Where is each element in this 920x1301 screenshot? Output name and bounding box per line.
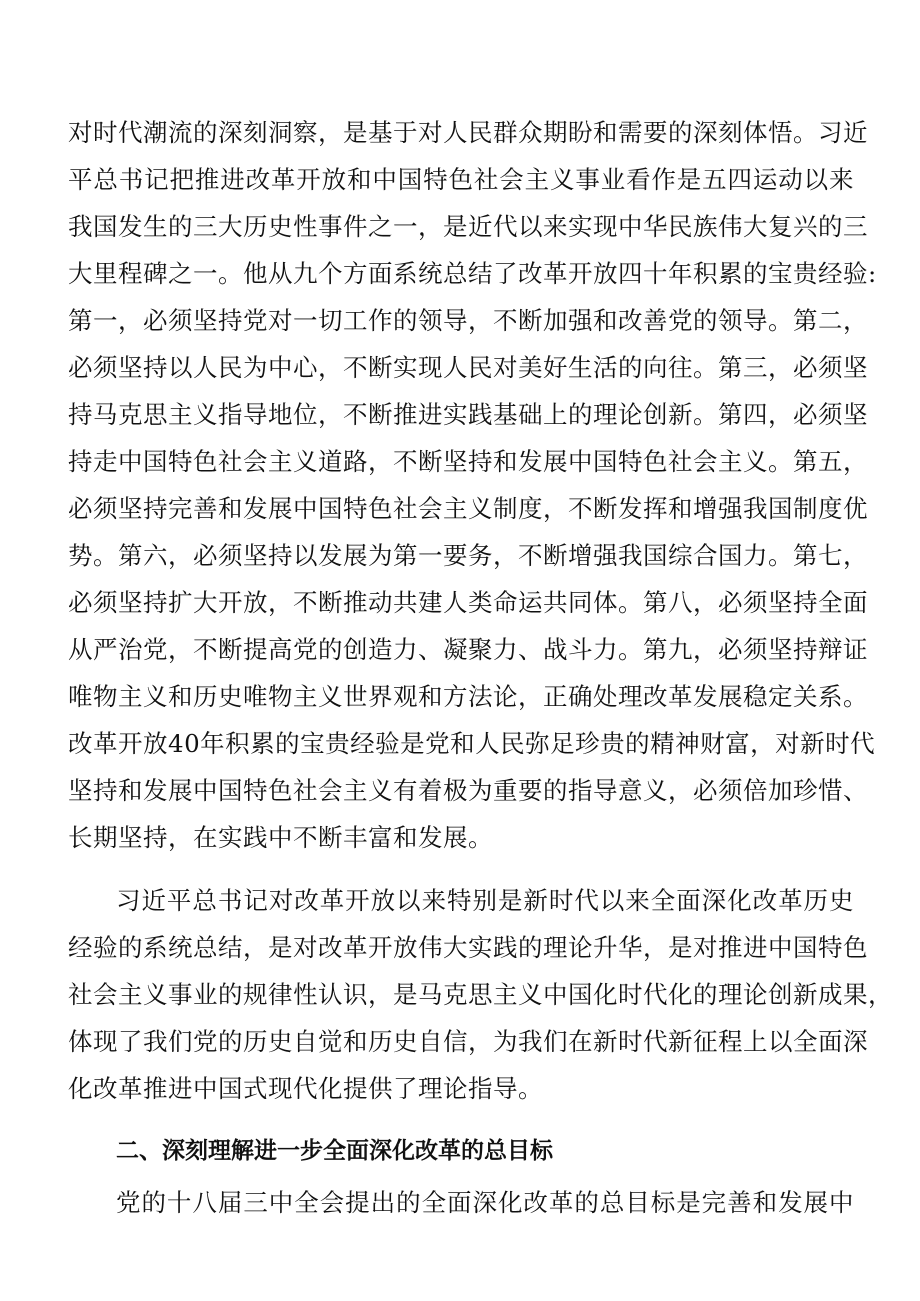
- paragraph-line: 坚持和发展中国特色社会主义有着极为重要的指导意义，必须倍加珍惜、: [68, 776, 868, 805]
- paragraph-line: 必须坚持以人民为中心，不断实现人民对美好生活的向往。第三，必须坚: [68, 353, 868, 382]
- paragraph-line: 体现了我们党的历史自觉和历史自信，为我们在新时代新征程上以全面深: [68, 1027, 868, 1056]
- paragraph-line: 大里程碑之一。他从九个方面系统总结了改革开放四十年积累的宝贵经验:: [68, 259, 877, 288]
- paragraph-line: 必须坚持扩大开放，不断推动共建人类命运共同体。第八，必须坚持全面: [68, 588, 868, 617]
- paragraph-line: 长期坚持，在实践中不断丰富和发展。: [68, 823, 493, 852]
- paragraph-line: 对时代潮流的深刻洞察，是基于对人民群众期盼和需要的深刻体悟。习近: [68, 118, 868, 147]
- paragraph-line: 习近平总书记对改革开放以来特别是新时代以来全面深化改革历史: [116, 886, 854, 915]
- paragraph-line: 势。第六，必须坚持以发展为第一要务，不断增强我国综合国力。第七，: [68, 541, 868, 570]
- paragraph-line: 改革开放40年积累的宝贵经验是党和人民弥足珍贵的精神财富，对新时代: [68, 729, 876, 758]
- paragraph-line: 持马克思主义指导地位，不断推进实践基础上的理论创新。第四，必须坚: [68, 400, 868, 429]
- paragraph-line: 持走中国特色社会主义道路，不断坚持和发展中国特色社会主义。第五，: [68, 447, 868, 476]
- paragraph-line: 党的十八届三中全会提出的全面深化改革的总目标是完善和发展中: [116, 1188, 854, 1217]
- section-heading: 二、深刻理解进一步全面深化改革的总目标: [116, 1138, 553, 1164]
- paragraph-line: 我国发生的三大历史性事件之一，是近代以来实现中华民族伟大复兴的三: [68, 212, 868, 241]
- paragraph-line: 平总书记把推进改革开放和中国特色社会主义事业看作是五四运动以来: [68, 165, 854, 194]
- paragraph-line: 化改革推进中国式现代化提供了理论指导。: [68, 1074, 543, 1103]
- paragraph-line: 唯物主义和历史唯物主义世界观和方法论，正确处理改革发展稳定关系。: [68, 682, 868, 711]
- paragraph-line: 社会主义事业的规律性认识，是马克思主义中国化时代化的理论创新成果，: [68, 980, 893, 1009]
- paragraph-line: 第一，必须坚持党对一切工作的领导，不断加强和改善党的领导。第二，: [68, 306, 868, 335]
- paragraph-line: 必须坚持完善和发展中国特色社会主义制度，不断发挥和增强我国制度优: [68, 494, 868, 523]
- paragraph-line: 从严治党，不断提高党的创造力、凝聚力、战斗力。第九，必须坚持辩证: [68, 635, 868, 664]
- paragraph-line: 经验的系统总结，是对改革开放伟大实践的理论升华，是对推进中国特色: [68, 933, 868, 962]
